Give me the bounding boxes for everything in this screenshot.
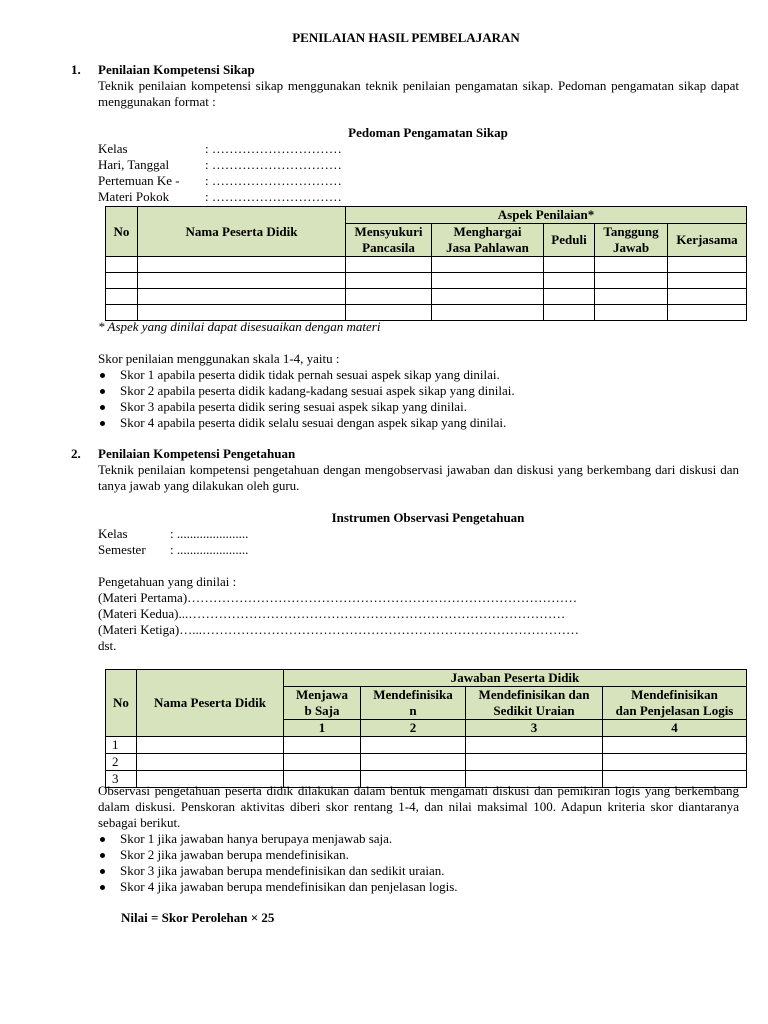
table-row <box>106 754 747 771</box>
field-value: : ...................... <box>170 526 249 541</box>
aspect-group-header: Aspek Penilaian* <box>346 207 747 224</box>
field-label: Hari, Tanggal <box>98 157 170 172</box>
aspect-header-menghargai: Menghargai Jasa Pahlawan <box>432 224 544 257</box>
knowledge-intro: Pengetahuan yang dinilai : <box>98 574 237 589</box>
field-label: Materi Pokok <box>98 189 170 204</box>
section-1-heading: Penilaian Kompetensi Sikap <box>98 62 255 77</box>
material-line: (Materi Ketiga)…...…………………………………………………………………………… <box>98 622 579 637</box>
table-row <box>106 273 747 289</box>
attitude-form-title: Pedoman Pengamatan Sikap <box>348 125 508 140</box>
answer-header-mendefinisikan: Mendefinisika n <box>361 687 466 720</box>
list-item: Skor 4 jika jawaban berupa mendefinisikan dan penjelasan logis. <box>98 879 458 895</box>
row-number: 1 <box>106 737 137 754</box>
score-formula: Nilai = Skor Perolehan × 25 <box>121 910 275 925</box>
section-1-intro: Teknik penilaian kompetensi sikap menggunakan teknik penilaian pengamatan sikap. Pedoman pengamatan sikap dapat menggunakan format : <box>98 78 739 109</box>
col-no-header: No <box>106 670 137 737</box>
field-materi-pokok <box>98 189 342 205</box>
field-value: : ...................... <box>170 542 249 557</box>
section-2-number: 2. <box>71 446 81 461</box>
list-item: Skor 2 jika jawaban berupa mendefinisikan. <box>98 847 458 863</box>
field-kelas <box>98 141 342 157</box>
criteria-list <box>98 831 458 895</box>
scale-intro: Skor penilaian menggunakan skala 1-4, yaitu : <box>98 351 340 366</box>
section-2-heading: Penilaian Kompetensi Pengetahuan <box>98 446 296 461</box>
score-header: 4 <box>603 720 747 737</box>
list-item: Skor 3 jika jawaban berupa mendefinisikan dan sedikit uraian. <box>98 863 458 879</box>
list-item: Skor 1 jika jawaban hanya berupaya menjawab saja. <box>98 831 458 847</box>
material-line: (Materi Pertama)……………………………………………………………………………… <box>98 590 578 605</box>
aspect-header-mensyukuri: Mensyukuri Pancasila <box>346 224 432 257</box>
field-kelas-2 <box>98 526 248 542</box>
field-label: Kelas <box>98 526 128 541</box>
attitude-table <box>105 206 747 321</box>
field-value: : ………………………… <box>205 173 342 188</box>
score-header: 3 <box>466 720 603 737</box>
score-header: 1 <box>284 720 361 737</box>
knowledge-table <box>105 669 747 788</box>
col-no-header: No <box>106 207 138 257</box>
field-label: Semester <box>98 542 146 557</box>
row-number: 3 <box>106 771 137 788</box>
field-label: Pertemuan Ke - <box>98 173 180 188</box>
aspect-header-kerjasama: Kerjasama <box>668 224 747 257</box>
answer-header-menjawab: Menjawa b Saja <box>284 687 361 720</box>
material-line: (Materi Kedua)...…………………………………………………………………………… <box>98 606 566 621</box>
table-row <box>106 289 747 305</box>
table-row <box>106 737 747 754</box>
list-item: Skor 1 apabila peserta didik tidak pernah sesuai aspek sikap yang dinilai. <box>98 367 515 383</box>
page-title: PENILAIAN HASIL PEMBELAJARAN <box>292 30 520 45</box>
field-hari-tanggal <box>98 157 342 173</box>
material-line: dst. <box>98 638 117 653</box>
col-name-header: Nama Peserta Didik <box>137 670 284 737</box>
aspect-header-peduli: Peduli <box>544 224 595 257</box>
list-item: Skor 2 apabila peserta didik kadang-kadang sesuai aspek sikap yang dinilai. <box>98 383 515 399</box>
list-item: Skor 3 apabila peserta didik sering sesuai aspek sikap yang dinilai. <box>98 399 515 415</box>
score-header: 2 <box>361 720 466 737</box>
field-label: Kelas <box>98 141 128 156</box>
col-name-header: Nama Peserta Didik <box>138 207 346 257</box>
row-number: 2 <box>106 754 137 771</box>
section-2-intro: Teknik penilaian kompetensi pengetahuan dengan mengobservasi jawaban dan diskusi yang berkembang dari diskusi dan tanya jawab yang dilakukan oleh guru. <box>98 462 739 493</box>
answer-header-uraian: Mendefinisikan dan Sedikit Uraian <box>466 687 603 720</box>
observation-text: Observasi pengetahuan peserta didik dilakukan dalam bentuk mengamati diskusi dan pemikiran logis yang berkembang dalam diskusi. Penskoran aktivitas diberi skor rentang 1-4, dan nilai maksimal 100. Adapun kriteria skor diantaranya sebagai berikut. <box>98 783 739 830</box>
answer-header-logis: Mendefinisikan dan Penjelasan Logis <box>603 687 747 720</box>
aspect-note: * Aspek yang dinilai dapat disesuaikan dengan materi <box>98 319 381 334</box>
field-pertemuan <box>98 173 342 189</box>
section-1-number: 1. <box>71 62 81 77</box>
field-value: : ………………………… <box>205 157 342 172</box>
scale-list <box>98 367 515 431</box>
table-row <box>106 257 747 273</box>
knowledge-form-title: Instrumen Observasi Pengetahuan <box>331 510 525 525</box>
field-value: : ………………………… <box>205 141 342 156</box>
answer-group-header: Jawaban Peserta Didik <box>284 670 747 687</box>
field-semester <box>98 542 248 558</box>
aspect-header-tanggung-jawab: Tanggung Jawab <box>595 224 668 257</box>
field-value: : ………………………… <box>205 189 342 204</box>
list-item: Skor 4 apabila peserta didik selalu sesuai dengan aspek sikap yang dinilai. <box>98 415 515 431</box>
